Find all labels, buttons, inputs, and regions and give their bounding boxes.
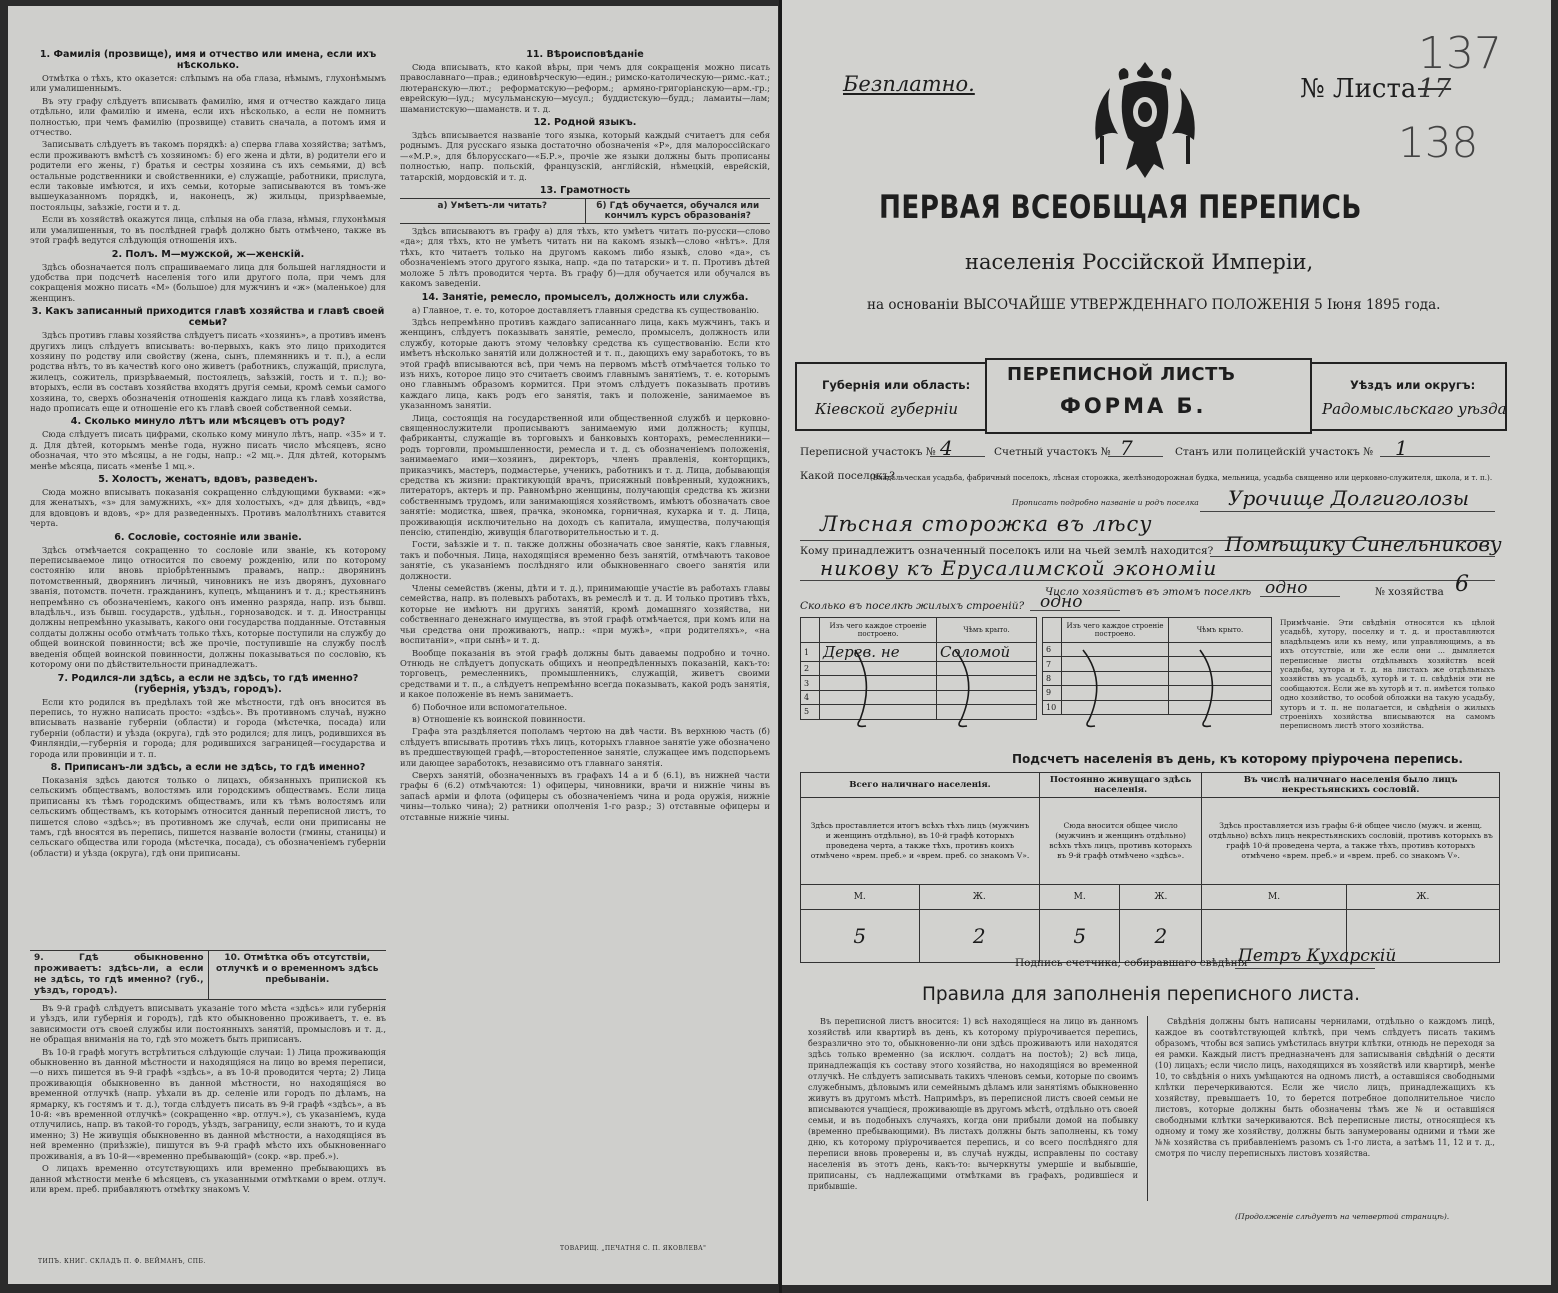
count-desc-present: Здѣсь проставляется итогъ всѣхъ тѣхъ лицъ (мужчинъ и женщинъ отдѣльно), въ 10-й графѣ которыхъ проведена черта, а также тѣхъ, противъ коихъ отмѣчено «врем. преб.» и «врем. преб. со знакомъ V». xyxy=(801,798,1040,885)
section-text: Сверхъ занятій, обозначенныхъ въ графахъ 14 а и б (6.1), въ нижней части графы 6 (6.2) отмѣчаются: 1) офицеры, чиновники, врачи и нижніе чины въ запасѣ арміи и флота (офицеры съ обозначеніемъ чина и рода оружія, нижніе чины—только чина); 2) ратники ополченія 1-го разр.; 3) отставные офицеры и отставные нижніе чины. xyxy=(400,769,770,822)
present-female-count: 2 xyxy=(919,910,1039,963)
rules-text-2: Свѣдѣнія должны быть написаны чернилами, отдѣльно о каждомъ лицѣ, каждое въ соотвѣтствующей клѣткѣ, при чемъ слѣдуетъ писать такимъ образомъ, чтобы вся запись умѣстилась внутри клѣтки, отнюдь не переходя за ея рамки. Каждый листъ предназначенъ для записыванія свѣдѣній о десяти (10) лицахъ; если число лицъ, находящихся въ хозяйствѣ или квартирѣ, менѣе 10, то свѣдѣнія о нихъ умѣщаются на одномъ листѣ, а оставшіяся свободными клѣтки перечеркиваются. Если же число лицъ, принадлежащихъ къ хозяйству, превышаетъ 10, то берется потребное дополнительное число листовъ, которые должны быть обозначены тѣмъ же № и оставшіяся свободными клѣтки зачеркиваются. Всѣ переписные листы, относящіеся къ одному и тому же хозяйству, должны быть занумерованы одними и тѣми же №№ хозяйства съ прибавленіемъ разомъ съ 1-го листа, а затѣмъ 11, 12 и т. д., смотря по числу переписныхъ листовъ хозяйства. xyxy=(1155,1016,1495,1158)
rules-divider xyxy=(1147,1016,1148,1201)
literacy-subheading: б) Гдѣ обучается, обучался или кончилъ курсъ образованія? xyxy=(596,201,760,222)
counter-signature: Петръ Кухарскій xyxy=(1238,946,1397,966)
province-value: Кіевской губерніи xyxy=(815,400,959,418)
double-headed-eagle-emblem xyxy=(1090,58,1200,188)
settlement-label: Какой поселокъ? xyxy=(800,470,895,482)
household-no-value: 6 xyxy=(1455,572,1469,597)
section-text: Здѣсь вписывается названіе того языка, который каждый считаетъ для себя роднымъ. Для русскаго языка достаточно обозначенія «Р», для малороссійскаго—«М.Р.», для бѣлорусскаго—«Б.Р.», прочіе же языки должны быть прописаны полностью, напр. польскій, французскій, англійскій, нѣмецкій, еврейскій, татарскій, мордовскій и т. д. xyxy=(400,130,770,182)
census-area-label: Переписной участокъ № xyxy=(800,446,936,458)
section-heading: 14. Занятіе, ремесло, промыселъ, должность или служба. xyxy=(421,291,749,303)
rules-column-1 xyxy=(808,1016,1138,1192)
section-text: Если въ хозяйствѣ окажутся лица, слѣпыя на оба глаза, нѣмыя, глухонѣмыя или умалишенныя, то въ послѣдней графѣ должно быть отмѣчено, также въ этой графѣ ведутся слѣдующія отношенія ихъ. xyxy=(30,214,386,246)
census-area-line xyxy=(930,456,985,457)
owner-value-1: Помѣщику Синельникову xyxy=(1225,532,1502,556)
form-title: ПЕРЕПИСНОЙ ЛИСТЪ xyxy=(1007,364,1236,385)
count-area-value: 7 xyxy=(1120,436,1133,460)
rules-column-2 xyxy=(1155,1016,1495,1159)
sheet-number-struck: 17 xyxy=(1418,74,1452,104)
section-text: Лица, состоящія на государственной или общественной службѣ и церковно-священнослужители прописываютъ занимаемую ими должность; купцы, фабриканты, служащіе въ торговыхъ и банковыхъ конторахъ, ремесленники—родъ торговли, промышленности, ремесла и т. д. съ обозначеніемъ положенія, занимаемаго ими—хозяинъ, директоръ, членъ правленія, конторщикъ, приказчикъ, мастеръ, подмастерье, ученикъ, работникъ и т. д. Лица, добывающія средства къ жизни: практикующій врачъ, присяжный повѣренный, художникъ, литераторъ, актеръ и пр. Равномѣрно женщины, получающія средства къ жизни собственнымъ трудомъ, или занимающіяся хозяйствомъ, имѣютъ обозначать свое занятіе: модистка, швея, прачка, экономка, горничная, кухарка и т. д. Лица, проживающія исключительно на доходъ съ капитала, имущества, получающія пенсію, стипендію, живущія благотворительностью и т. д. xyxy=(400,412,770,538)
section-heading: 13. Грамотность xyxy=(539,185,631,197)
count-area-line xyxy=(1108,456,1163,457)
bt-roof-value: Соломой xyxy=(937,643,1037,662)
section-text: Сюда слѣдуетъ писать цифрами, сколько кому минуло лѣтъ, напр. «35» и т. д. Для дѣтей, которымъ менѣе года, нужно писать число мѣсяцевъ, ясно обозначая, что это мѣсяцы, а не годы, напр.: «2 мц.». Для дѣтей, которымъ менѣе мѣсяца, писать «менѣе 1 мц.». xyxy=(30,429,386,471)
section-heading: 4. Сколько минуло лѣтъ или мѣсяцевъ отъ роду? xyxy=(70,416,346,428)
bt-material-value: Дерев. не xyxy=(820,643,937,662)
settlement-value-1: Урочище Долгиголозы xyxy=(1228,486,1469,510)
sheet-number-label: № Листа xyxy=(1300,74,1417,104)
bt-head-roof: Чѣмъ крыто. xyxy=(1169,618,1272,643)
signature-line xyxy=(1235,968,1375,969)
section-text: Гости, заѣзжіе и т. п. также должны обозначать свое занятіе, какъ главныя, такъ и побочныя. Лица, находящіяся временно безъ занятій, отмѣчаютъ таковое занятіе, съ указаніемъ послѣдняго или обыкновеннаго своего занятія или должности. xyxy=(400,539,770,581)
present-male-count: 5 xyxy=(801,910,920,963)
settlement-hint: (Владѣльческая усадьба, фабричный поселокъ, лѣсная сторожка, желѣзнодорожная будка, мельница, усадьба священно или церковно-служителя, школа, и т. п.). xyxy=(870,473,1493,482)
count-head-present: Всего наличнаго населенія. xyxy=(801,773,1040,798)
male-label: М. xyxy=(801,885,920,910)
section-9-text-1: Въ 9-й графѣ слѣдуетъ вписывать указаніе того мѣста «здѣсь» или губернія и уѣздъ, или губернія и городъ), гдѣ кто обыкновенно проживаетъ, т. е. въ зависимости отъ своей службы или постоянныхъ занятій, промысловъ и т. д., не обращая вниманія на то, гдѣ это можетъ быть приписанъ. xyxy=(30,1003,386,1045)
female-label: Ж. xyxy=(919,885,1039,910)
section-9-text-2: Въ 10-й графѣ могутъ встрѣтиться слѣдующіе случаи: 1) Лица проживающія обыкновенно въ данной мѣстности и находящіяся на лицо во время переписи,—о нихъ пишется въ 9-й графѣ «здѣсь», а въ 10-й проводится черта; 2) Лица проживающія обыкновенно въ данной мѣстности, но находящіяся во временной отлучкѣ (напр. уѣхали въ др. селеніе или городъ по дѣламъ, на ярмарку, къ гостямъ и т. д.), тогда слѣдуетъ писать въ 9-й графѣ «здѣсь», а въ 10-й: «въ временной отлучкѣ» (сокращенно «вр. отлуч.»), съ указаніемъ, куда отлучились, напр. въ такой-то городъ, уѣздъ, заграницу, если знаютъ, то и куда именно; 3) Не живущія обыкновенно въ данной мѣстности, а находящіяся въ ней временно (приѣзжіе), пишутся въ 9-й графѣ мѣсто ихъ обыкновеннаго проживанія, а въ 10-й—«временно пребывающій» (сокр. «вр. преб.»). xyxy=(30,1046,386,1161)
province-box xyxy=(795,362,987,431)
bt-head-material: Изъ чего каждое строеніе построено. xyxy=(820,618,937,643)
stan-value: 1 xyxy=(1395,436,1408,460)
bt-row-num: 9 xyxy=(1043,686,1062,700)
bt-head-roof: Чѣмъ крыто. xyxy=(937,618,1037,643)
page-fold xyxy=(779,0,782,1293)
owner-line-1 xyxy=(1210,556,1495,557)
stan-label: Станъ или полицейскій участокъ № xyxy=(1175,446,1374,458)
section-text: Въ эту графу слѣдуетъ вписывать фамилію, имя и отчество каждаго лица отдѣльно, или фамилію и имена, если ихъ нѣсколько, а если не помнитъ полностью, при чемъ фамилію (прозвище) ставить сначала, а потомъ имя и отчество. xyxy=(30,95,386,138)
permanent-female-count: 2 xyxy=(1120,910,1202,963)
signature-label: Подпись счетчика, собиравшаго свѣдѣнія xyxy=(1015,957,1248,969)
section-heading: 6. Сословіе, состояніе или званіе. xyxy=(114,531,302,543)
count-area-label: Счетный участокъ № xyxy=(994,446,1111,458)
section-10-heading: 10. Отмѣтка объ отсутствіи, отлучкѣ и о временномъ здѣсь пребываніи. xyxy=(216,953,379,985)
owner-line-2 xyxy=(800,580,1495,581)
bt-row-num: 7 xyxy=(1043,657,1062,671)
district-value: Радомысльскаго уѣзда xyxy=(1322,400,1507,418)
section-text: Сюда вписывать, кто какой вѣры, при чемъ для сокращенія можно писать православнаго—прав.; единовѣрческую—един.; римско-католическую—римс.-кат.; лютеранскую—лют.; реформатскую—реформ.; армяно-григоріанскую—арм.-гр.; еврейскую—іуд.; мусульманскую—мусул.; буддистскую—будд.; ламаиты—лам; шаманистскую—шаманств. и т. д. xyxy=(400,62,770,114)
households-label: Число хозяйствъ въ этомъ поселкѣ xyxy=(1045,586,1252,598)
literacy-subheadings xyxy=(400,198,770,224)
count-title: Подсчетъ населенія въ день, къ которому пріурочена перепись. xyxy=(1012,752,1463,766)
section-text: Если кто родился въ предѣлахъ той же мѣстности, гдѣ онъ вносится въ перепись, то нужно написать просто: «здѣсь». Въ противномъ случаѣ, нужно вписывать названіе губерніи (области) и города (мѣстечка, посада) или губерніи (области) и уѣзда (округа), гдѣ это родился; для лицъ, родившихся въ Финляндіи,—губернія и города; для родившихся заграницей—государства и города или провинціи и т. п. xyxy=(30,696,386,759)
section-text: в) Отношеніе къ воинской повинности. xyxy=(412,713,586,724)
bt-row-num: 10 xyxy=(1043,700,1062,714)
free-label: Безплатно. xyxy=(843,72,975,96)
bt-row-num: 2 xyxy=(801,662,820,676)
settlement-line-1 xyxy=(1200,511,1495,512)
section-text: Показанія здѣсь даются только о лицахъ, обязанныхъ припиской къ сельскимъ обществамъ, волостямъ или городскимъ обществамъ. Если лица приписаны къ тѣмъ городскимъ обществамъ, или къ тѣмъ волостямъ или сельскимъ обществамъ, къ которымъ относится данный переписной листъ, то пишется слово «здѣсь»; въ противномъ же случаѣ, если они приписаны не тамъ, гдѣ вносятся въ перепись, пишется названіе волости (гмины, станицы) и сельскаго общества или города (мѣстечка, посада), съ обозначеніемъ губерніи (области) и уѣзда (округа), гдѣ они приписаны. xyxy=(30,774,386,858)
section-text: Здѣсь непремѣнно противъ каждаго записаннаго лица, какъ мужчинъ, такъ и женщинъ, слѣдуетъ показывать занятіе, ремесло, промыселъ, должность или службу, которые даютъ этому человѣку средства къ существованію. Если кто имѣетъ нѣсколько занятій или должностей и т. п., дающихъ ему заработокъ, то въ этой графѣ вписываются всѣ, при чемъ на первомъ мѣстѣ отмѣчается только то изъ нихъ, которое лицо это считаетъ своимъ главнымъ занятіемъ, т. е. которымъ оно главнымъ образомъ кормится. При этомъ слѣдуетъ показывать противъ каждаго лица, какъ родъ его занятія, такъ и положеніе, занимаемое въ указанномъ занятіи. xyxy=(400,316,770,411)
bt-row-num: 6 xyxy=(1043,643,1062,657)
section-9-heading: 9. Гдѣ обыкновенно проживаетъ: здѣсь-ли, а если не здѣсь, то гдѣ именно? (губ., уѣздъ, городъ). xyxy=(30,951,209,999)
population-count-table xyxy=(800,772,1500,963)
owner-label: Кому принадлежитъ означенный поселокъ или на чьей землѣ находится? xyxy=(800,545,1214,557)
section-text: б) Побочное или вспомогательное. xyxy=(412,701,568,712)
buildings-label: Сколько въ поселкѣ жилыхъ строеній? xyxy=(800,600,1025,612)
settlement-hint-2: Прописать подробно названіе и родъ поселка xyxy=(1012,498,1199,507)
section-text: Сюда можно вписывать показанія сокращенно слѣдующими буквами: «ж» для женатыхъ, «з» для замужнихъ, «х» для холостыхъ, «д» для дѣвицъ, «вд» для вдовцовъ и вдовъ, «р» для разведенныхъ. Противъ малолѣтнихъ ставится черта. xyxy=(30,487,386,529)
count-head-nonpeasant: Въ числѣ наличнаго населенія было лицъ некрестьянскихъ сословій. xyxy=(1202,773,1500,798)
legal-basis: на основаніи ВЫСОЧАЙШЕ УТВЕРЖДЕННАГО ПОЛОЖЕНІЯ 5 Іюня 1895 года. xyxy=(867,297,1441,313)
bt-row-num: 5 xyxy=(801,705,820,719)
instructions-column-2 xyxy=(400,46,770,1241)
section-text: Здѣсь отмѣчается сокращенно то сословіе или званіе, къ которому переписываемое лицо относится по своему рожденію, или по которому состоянію или вновь пріобрѣтеннымъ правамъ, напр.: дворянинъ потомственный, дворянинъ личный, чиновникъ не изъ дворянъ, духовнаго званія, потомств. почетн. гражданинъ, купецъ, мѣщанинъ и т. д.; крестьянинъ непремѣнно съ обозначеніемъ, какого онъ именно разряда, напр. изъ бывш. владѣльч., изъ бывш. государств., удѣльн., горнозаводск. и т. д. Иностранцы должны непремѣнно указывать, какого они государства подданные. Отставныя солдаты должны особо отмѣчать только тѣхъ, которые поступили на службу до общей воинской повинности; всѣ же прочіе, поступившіе на службу послѣ введенія общей воинской повинности, должны показываться по сословію, къ которому они по дѣйствительности принадлежатъ. xyxy=(30,544,386,670)
rules-text-1: Въ переписной листъ вносится: 1) всѣ находящіеся на лицо въ данномъ хозяйствѣ или квартирѣ въ день, къ которому пріурочивается перепись, безразлично это то, обыкновенно-ли они здѣсь проживаютъ или находятся здѣсь только временно (за исключ. солдатъ на постоѣ); 2) всѣ лица, принадлежащія къ составу этого хозяйства, но находящіяся во временной отлучкѣ. Не слѣдуетъ записывать такихъ членовъ семьи, которые по своимъ служебнымъ, дѣловымъ или семейнымъ дѣламъ или занятіямъ обыкновенно живутъ въ другомъ мѣстѣ. Напримѣръ, въ переписной листъ своей семьи не вписываются учащіеся, проживающіе въ другомъ мѣстѣ, отдѣльно отъ своей семьи, и въ подобныхъ случаяхъ, когда они прибыли домой на побывку (временно пребывающими). Въ листахъ должны быть заполнены, къ тому дню, къ которому пріурочивается перепись, и со всего послѣдняго для переписи вновь проверены и, въ случаѣ нужды, исправлены по составу населенія въ этотъ день, какъ-то: вычеркнуты умершіе и выбывшіе, приписаны, съ надлежащими отмѣтками въ графахъ, родившіеся и прибывшіе. xyxy=(808,1016,1138,1191)
section-text: Записывать слѣдуетъ въ такомъ порядкѣ: а) сперва глава хозяйства; затѣмъ, если проживаютъ вмѣстѣ съ хозяиномъ: б) его жена и дѣти, в) родители его и родители его жены, г) братья и сестры хозяина съ ихъ семьями, д) всѣ остальные родственники и свойственники, е) служащіе, работники, прислуга, если таковые имѣются, и ихъ семьи, которые записываются въ томъ-же вышеуказанномъ порядкѣ, и, наконецъ, ж) жильцы, призрѣваемые, постояльцы, заѣзжіе, гости и т. д. xyxy=(30,139,386,212)
sheet-number-pencil-top: 137 xyxy=(1418,28,1502,79)
count-head-permanent: Постоянно живущаго здѣсь населенія. xyxy=(1039,773,1201,798)
section-text: Отмѣтка о тѣхъ, кто оказется: слѣпымъ на оба глаза, нѣмымъ, глухонѣмымъ или умалишеннымъ. xyxy=(30,73,386,94)
section-heading: 8. Приписанъ-ли здѣсь, а если не здѣсь, то гдѣ именно? xyxy=(50,761,366,773)
male-label: М. xyxy=(1039,885,1120,910)
section-text: Графа эта раздѣляется пополамъ чертою на двѣ части. Въ верхнюю часть (б) слѣдуетъ вписывать противъ тѣхъ лицъ, которыхъ главное занятіе уже обозначено въ предшествующей графѣ,—второстепенное занятіе, служащее имъ подспорьемъ или дающее заработокъ, независимо отъ главнаго занятія. xyxy=(400,726,770,768)
section-text: а) Главное, т. е. то, которое доставляетъ главныя средства къ существованію. xyxy=(412,304,760,315)
sheet-number-pencil: 138 xyxy=(1398,118,1479,167)
settlement-value-2: Лѣсная сторожка въ лѣсу xyxy=(820,512,1153,536)
section-text: Здѣсь противъ главы хозяйства слѣдуетъ писать «хозяинъ», а противъ именъ другихъ лицъ слѣдуетъ вписывать: во-первыхъ, какъ это лицо приходится хозяину по родству или свойству (жена, сынъ, племянникъ и т. п.), а если родства нѣтъ, то въ качествѣ кого оно живетъ (работникъ, служащій, прислуга, жилецъ, сожитель, призрѣваемый, постоялецъ, заѣзжій, гость и т. п.); во-вторыхъ, если въ составъ хозяйства входятъ другія семьи, кромѣ семьи самого хозяина, то, сверхъ обозначенія отношенія каждаго лица къ главѣ хозяйства, надо прописать еще и отношеніе его къ главѣ своей собственной семьи. xyxy=(30,330,386,413)
buildings-value: одно xyxy=(1040,592,1083,612)
owner-value-2: никову къ Ерусалимской экономіи xyxy=(820,556,1218,580)
household-no-label: № хозяйства xyxy=(1375,586,1444,598)
rules-title: Правила для заполненія переписного листа. xyxy=(922,984,1360,1005)
section-heading: 2. Полъ. М—мужской, ж—женскій. xyxy=(111,248,305,260)
instructions-column-1-bottom xyxy=(30,950,386,1270)
bt-head-material: Изъ чего каждое строеніе построено. xyxy=(1062,618,1169,643)
section-text: Здѣсь вписываютъ въ графу а) для тѣхъ, кто умѣетъ читать по-русски—слово «да»; для тѣхъ, кто не умѣетъ читать ни на какомъ языкѣ—слово «нѣтъ». Для тѣхъ, кто читаетъ только на другомъ какомъ либо языкѣ, слово «да», съ обозначеніемъ этого другого языка, напр. «да по татарски» и т. п. Противъ дѣтей моложе 5 лѣтъ проводится черта. Въ графу б)—для обучается или обучался въ какомъ заведеніи. xyxy=(400,226,770,289)
continued-note: (Продолженіе слѣдуетъ на четвертой страницѣ). xyxy=(1235,1212,1450,1221)
bt-row-num: 3 xyxy=(801,676,820,690)
printer-imprint-right: ТОВАРИЩ. „ПЕЧАТНЯ С. П. ЯКОВЛЕВА" xyxy=(560,1245,707,1252)
permanent-male-count: 5 xyxy=(1039,910,1120,963)
bt-row-num: 4 xyxy=(801,690,820,704)
buildings-note: Примѣчаніе. Эти свѣдѣнія относятся къ цѣлой усадьбѣ, хутору, поселку и т. д. и проставляются владѣльцемъ или къ нему, или управляющимъ, а въ ихъ отсутствіе, или же если они ... дымляется переписные листы отдѣльныхъ хозяйствъ всей усадьбы, хутора и т. д. на листахъ же отдѣльныхъ хозяйствъ въ усадьбѣ, хуторѣ и т. п. свѣдѣнія эти не сообщаются. Если же въ хуторѣ и т. п. имѣется только одно хозяйство, то особой обложки на такую усадьбу, хуторъ и т. п. не полагается, и свѣдѣнія о жилыхъ строеніяхъ хозяйства вписываются на самомъ переписномъ листѣ этого хозяйства. xyxy=(1280,618,1495,731)
bt-row-num: 8 xyxy=(1043,671,1062,685)
households-value: одно xyxy=(1265,578,1308,598)
section-heading: 12. Родной языкъ. xyxy=(533,117,637,129)
census-subtitle: населенія Россійской Имперіи, xyxy=(965,250,1314,274)
census-area-value: 4 xyxy=(940,436,953,460)
section-9-text-3: О лицахъ временно отсутствующихъ или временно пребывающихъ въ данной мѣстности менѣе 6 мѣсяцевъ, съ указанными отмѣтками о врем. отлуч. или врем. преб. прибавляютъ отмѣтку знакомъ V. xyxy=(30,1163,386,1194)
bt-row-num: 1 xyxy=(801,643,820,662)
form-letter: ФОРМА Б. xyxy=(1060,394,1207,418)
census-title: ПЕРВАЯ ВСЕОБЩАЯ ПЕРЕПИСЬ xyxy=(879,188,1362,226)
section-text: Члены семействъ (жены, дѣти и т. д.), принимающіе участіе въ работахъ главы семейства, напр. въ полевыхъ работахъ, въ ремеслѣ и т. д. И только противъ тѣхъ, которые не имѣютъ ни другихъ занятій, кромѣ домашняго хозяйства, ни собственнаго денежнаго имущества, въ этой графѣ отмѣчается, при комъ или на чьи средства они проживаютъ, напр.: «при мужѣ», «при родителяхъ», «на воспитаніи», «при сынѣ» и т. д. xyxy=(400,583,770,646)
ditto-marks xyxy=(835,640,1275,730)
female-label: Ж. xyxy=(1120,885,1202,910)
district-label: Уѣздъ или округъ: xyxy=(1350,378,1476,392)
section-heading: 5. Холостъ, женатъ, вдовъ, разведенъ. xyxy=(98,474,318,485)
section-text: Здѣсь обозначается полъ спрашиваемаго лица для большей наглядности и удобства при подсчетѣ населенія того или другого пола, при чемъ для сокращенія можно писать «М» (большое) для мужчинъ и «ж» (маленькое) для женщинъ. xyxy=(30,261,386,303)
district-box xyxy=(1310,362,1507,431)
section-heading: 11. Вѣроисповѣданіе xyxy=(526,49,644,60)
count-desc-permanent: Сюда вносится общее число (мужчинъ и женщинъ отдѣльно) всѣхъ тѣхъ лицъ, противъ которыхъ въ 9-й графѣ отмѣчено «здѣсь». xyxy=(1039,798,1201,885)
section-heading: 1. Фамилія (прозвище), имя и отчество или имена, если ихъ нѣсколько. xyxy=(39,49,377,71)
printer-imprint-left: ТИПЪ. КНИГ. СКЛАДЪ П. Ф. ВЕЙМАНЪ, СПБ. xyxy=(38,1258,206,1265)
female-label: Ж. xyxy=(1346,885,1499,910)
province-label: Губернія или область: xyxy=(822,378,971,392)
section-heading: 3. Какъ записанный приходится главѣ хозяйства и главѣ своей семьи? xyxy=(31,306,385,329)
count-desc-nonpeasant: Здѣсь проставляется изъ графы 6-й общее число (мужч. и женщ. отдѣльно) всѣхъ лицъ некрестьянскихъ сословій, противъ которыхъ въ графѣ 10-й проведена черта, а также тѣхъ, противъ которыхъ отмѣчено «врем. преб.» и «врем. преб. со знакомъ V». xyxy=(1202,798,1500,885)
instructions-column-1 xyxy=(30,46,386,946)
male-label: М. xyxy=(1202,885,1346,910)
literacy-subheading: а) Умѣетъ-ли читать? xyxy=(400,199,586,223)
section-text: Вообще показанія въ этой графѣ должны быть даваемы подробно и точно. Отнюдь не слѣдуетъ допускать общихъ и неопредѣленныхъ показаній, какъ-то: торговецъ, ремесленникъ, промышленникъ, служащій, живетъ своими средствами и т. п., а слѣдуетъ непремѣнно всегда показывать, какой родъ занятія, и какое положеніе въ немъ занимаетъ. xyxy=(400,647,770,700)
section-heading: 7. Родился-ли здѣсь, а если не здѣсь, то гдѣ именно? (губернія, уѣздъ, городъ). xyxy=(57,672,359,695)
